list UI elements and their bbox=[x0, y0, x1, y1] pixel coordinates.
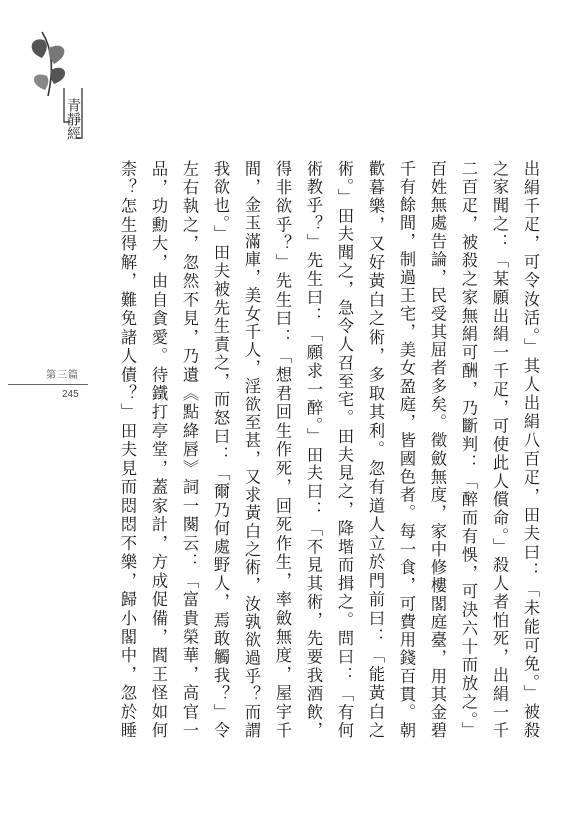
page-number: 245 bbox=[62, 389, 79, 400]
body-text-column bbox=[106, 160, 546, 740]
chapter-label: 第三篇 bbox=[46, 370, 79, 381]
logo bbox=[18, 18, 88, 148]
chapter-rule bbox=[8, 384, 88, 385]
leaf-logo-icon bbox=[18, 18, 88, 148]
logo-text: 青靜經 bbox=[65, 98, 81, 140]
body-text: 出絹千疋，可令汝活。」其人出絹八百疋，田夫曰：「未能可免。」被殺之家聞之：「某願出絹一千疋，可使此人償命。」殺人者怕死，出絹一千二百疋，被殺之家無絹可酬，乃斷判：「醉而有悞，可決六十而放之。」百姓無處告論，民受其屈者多矣。徵斂無度，家中修樓閣庭臺，用其金碧千有餘間，制過王宅，美女盈庭，皆國色者。每一食，可費用錢百貫。朝歡暮樂，又好黃白之術，多取其利。忽有道人立於門前曰：「能黃白之術。」田夫聞之，急令人召至宅。田夫見之，降堦而揖之。問曰：「有何術教乎？」先生曰：「願求一醉。」田夫曰：「不見其術，先要我酒飲，得非欲乎？」先生曰：「想君回生作死，回死作生，率斂無度，屋宇千間，金玉滿庫，美女千人，淫欲至甚，又求黃白之術，汝孰欲過乎？而謂我欲也。」田夫被先生責之，而怒曰：「爾乃何處野人，焉敢觸我？」令左右執之，忽然不見，乃遺《點絳唇》詞一闋云：「富貴榮華，高官一品，功勳大，由自貪愛。待鐵打亭堂，蓋家計，方成促備，閻王怪如何柰？怎生得解，難免諸人債？」田夫見而悶悶不樂，歸小閣中，忽於睡 bbox=[118, 160, 540, 740]
